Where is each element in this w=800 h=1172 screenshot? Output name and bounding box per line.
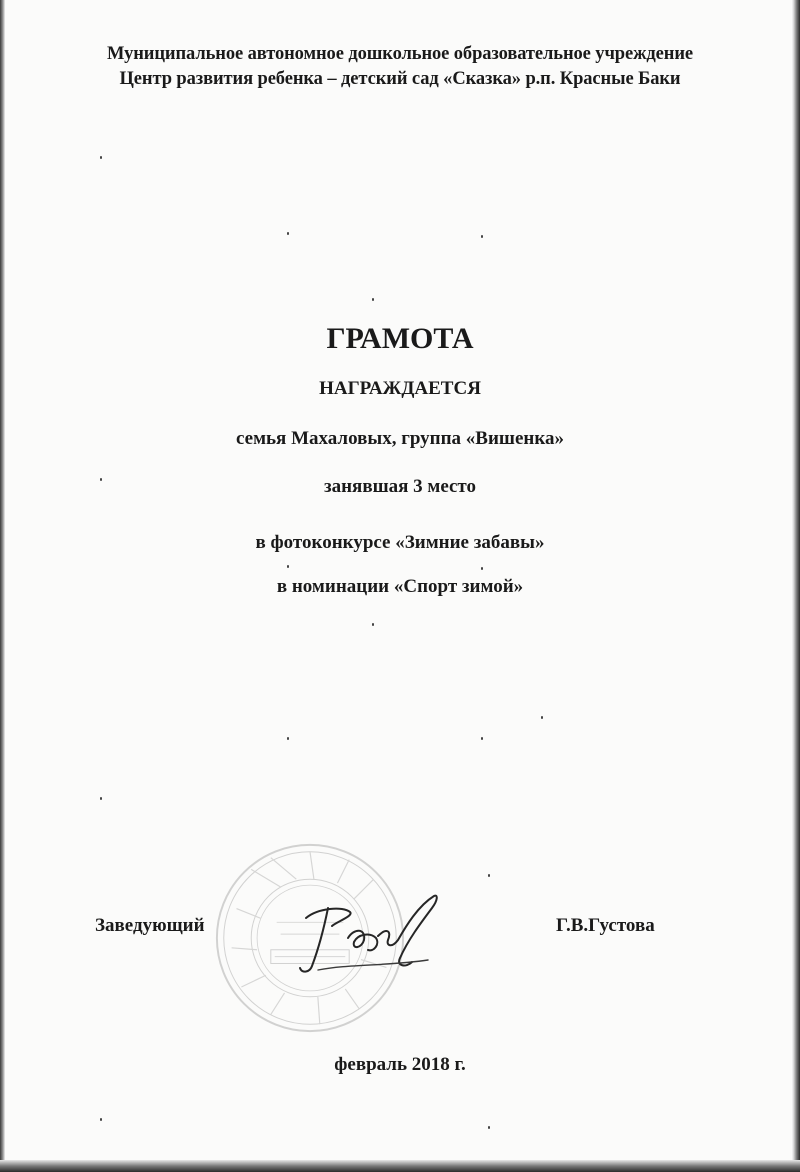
scan-speck (100, 1118, 102, 1121)
institution-header (0, 42, 800, 92)
signatory-role: Заведующий (95, 915, 205, 936)
signatory-name: Г.В.Густова (556, 915, 655, 936)
nomination-line: в номинации «Спорт зимой» (276, 576, 524, 597)
institution-line-1: Муниципальное автономное дошкольное образовательное учреждение (106, 44, 694, 64)
scan-speck (488, 874, 490, 877)
scan-speck (481, 737, 483, 740)
scan-speck (287, 737, 289, 740)
place-line: занявшая 3 место (323, 476, 477, 497)
handwritten-signature (288, 878, 448, 988)
scan-speck (287, 565, 289, 568)
scan-speck (372, 623, 374, 626)
scan-speck (372, 298, 374, 301)
scan-speck (541, 716, 543, 719)
scan-speck (488, 1126, 490, 1129)
institution-line-2: Центр развития ребенка – детский сад «Сказка» р.п. Красные Баки (119, 69, 681, 89)
scan-speck (481, 235, 483, 238)
scan-speck (100, 156, 102, 159)
contest-line: в фотоконкурсе «Зимние забавы» (255, 532, 545, 553)
scan-speck (100, 797, 102, 800)
scan-speck (100, 478, 102, 481)
awarded-heading: НАГРАЖДАЕТСЯ (319, 378, 481, 399)
scan-speck (287, 232, 289, 235)
certificate-title: ГРАМОТА (326, 322, 474, 355)
scan-edge-bottom (0, 1160, 800, 1172)
scan-speck (481, 567, 483, 570)
recipient-line: семья Махаловых, группа «Вишенка» (235, 428, 565, 449)
issue-date: февраль 2018 г. (334, 1054, 466, 1075)
